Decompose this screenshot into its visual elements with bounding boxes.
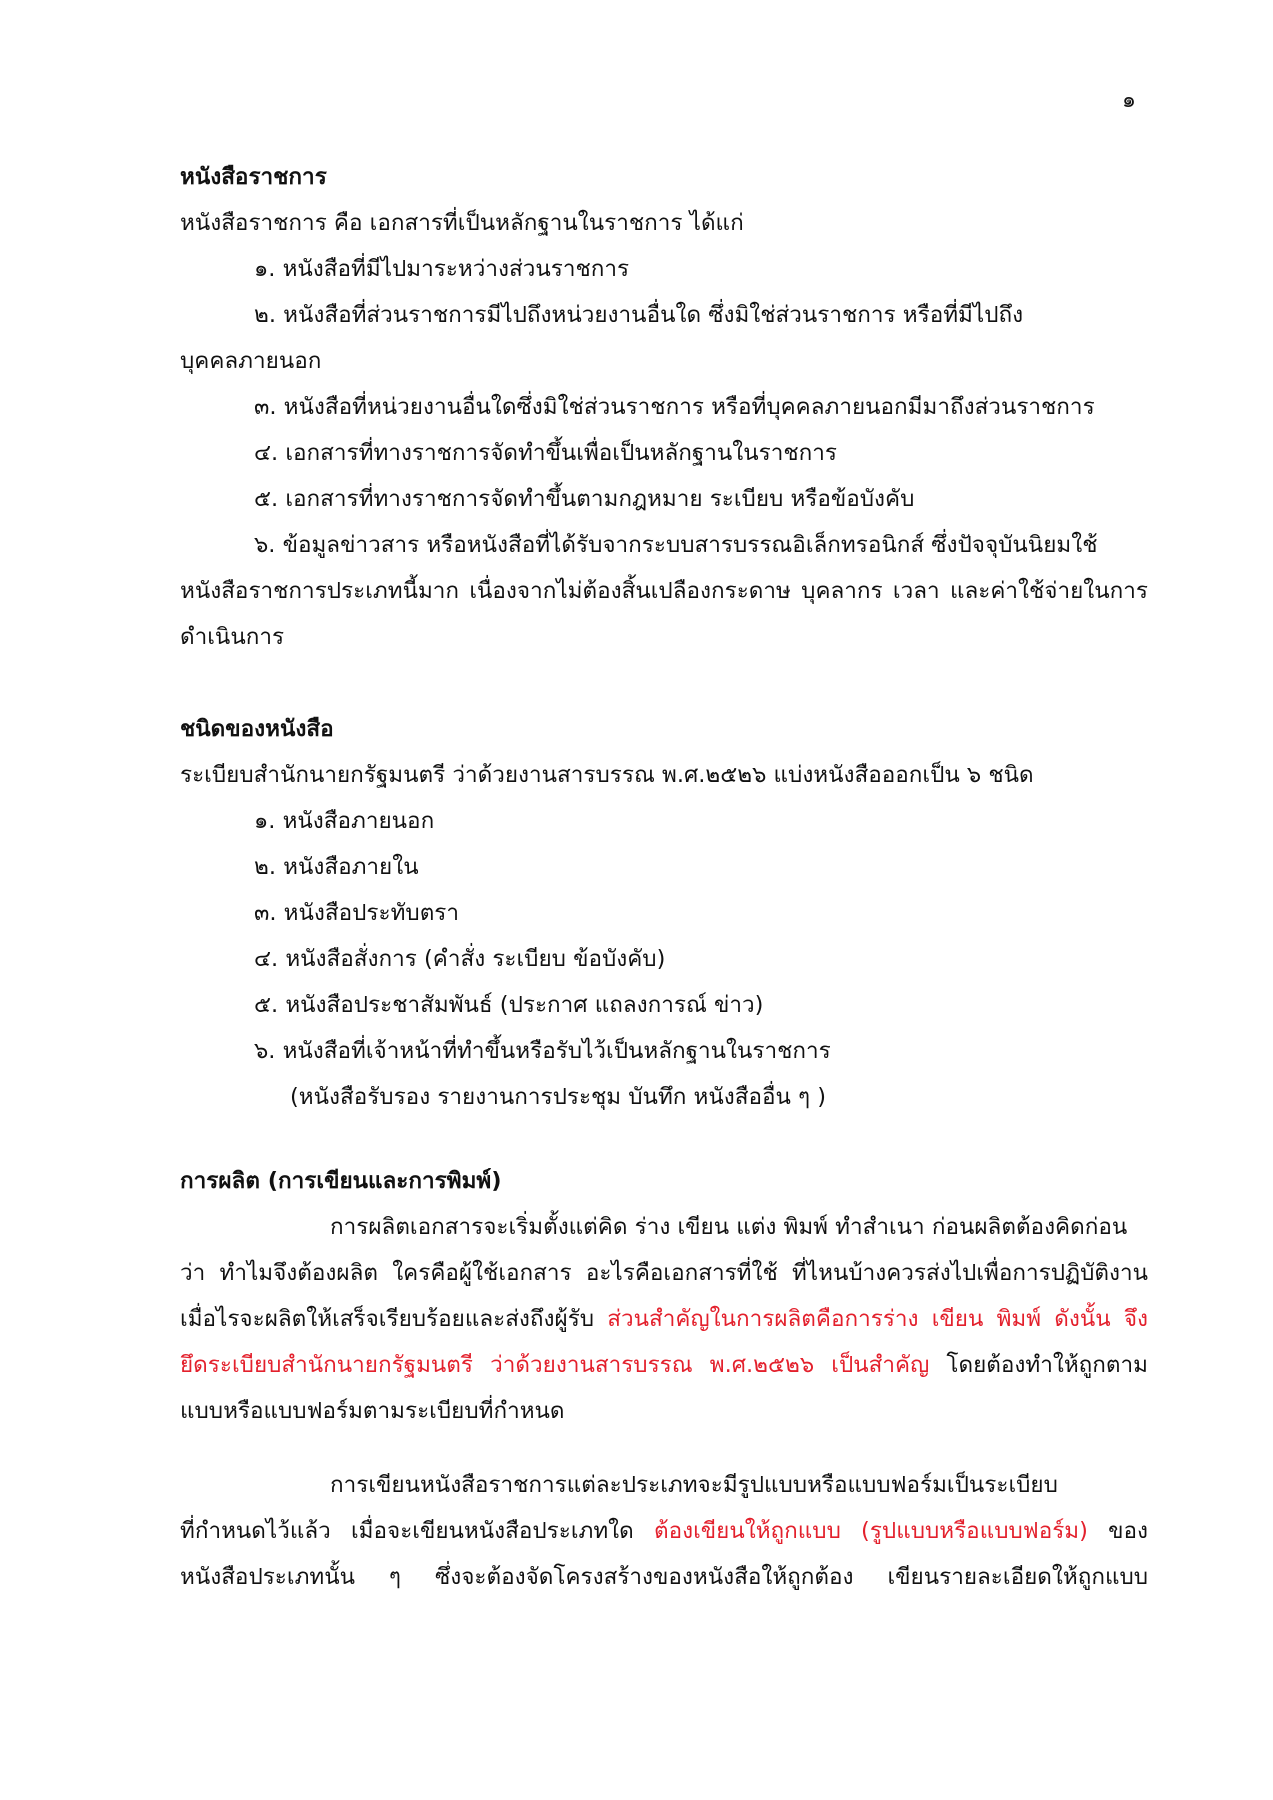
highlighted-text: ต้องเขียนให้ถูกแบบ (รูปแบบหรือแบบฟอร์ม) <box>653 1518 1088 1544</box>
paragraph-line: ว่า ทำไมจึงต้องผลิต ใครคือผู้ใช้เอกสาร อะไรคือเอกสารที่ใช้ ที่ไหนบ้างควรส่งไปเพื่อการปฏิบัติงาน <box>180 1260 1148 1286</box>
paragraph-line: แบบหรือแบบฟอร์มตามระเบียบที่กำหนด <box>180 1398 565 1424</box>
list-item: ๖. หนังสือที่เจ้าหน้าที่ทำขึ้นหรือรับไว้เป็นหลักฐานในราชการ <box>254 1038 831 1064</box>
paragraph-line: การผลิตเอกสารจะเริ่มตั้งแต่คิด ร่าง เขียน แต่ง พิมพ์ ทำสำเนา ก่อนผลิตต้องคิดก่อน <box>330 1214 1128 1240</box>
list-item-continuation: บุคคลภายนอก <box>180 348 322 374</box>
list-item: ๓. หนังสือประทับตรา <box>254 900 460 926</box>
paragraph-line: การเขียนหนังสือราชการแต่ละประเภทจะมีรูปแบบหรือแบบฟอร์มเป็นระเบียบ <box>330 1472 1058 1498</box>
list-item-continuation: ดำเนินการ <box>180 624 285 650</box>
official-intro: หนังสือราชการ คือ เอกสารที่เป็นหลักฐานในราชการ ได้แก่ <box>180 210 744 236</box>
list-item: ๑. หนังสือที่มีไปมาระหว่างส่วนราชการ <box>254 256 630 282</box>
list-item: ๒. หนังสือที่ส่วนราชการมีไปถึงหน่วยงานอื่นใด ซึ่งมิใช่ส่วนราชการ หรือที่มีไปถึง <box>254 302 1024 328</box>
list-item: ๑. หนังสือภายนอก <box>254 808 435 834</box>
paragraph-text: ที่กำหนดไว้แล้ว เมื่อจะเขียนหนังสือประเภทใด <box>180 1518 634 1544</box>
highlighted-text: ส่วนสำคัญในการผลิตคือการร่าง เขียน พิมพ์ ดังนั้น จึง <box>607 1306 1148 1332</box>
list-item-continuation: หนังสือราชการประเภทนี้มาก เนื่องจากไม่ต้องสิ้นเปลืองกระดาษ บุคลากร เวลา และค่าใช้จ่ายในการ <box>180 578 1148 604</box>
highlighted-text: ยึดระเบียบสำนักนายกรัฐมนตรี ว่าด้วยงานสารบรรณ พ.ศ.๒๕๒๖ เป็นสำคัญ <box>180 1352 930 1378</box>
list-item: ๔. หนังสือสั่งการ (คำสั่ง ระเบียบ ข้อบังคับ) <box>254 946 666 972</box>
paragraph-line <box>180 1520 1148 1543</box>
paragraph-line <box>180 1308 1148 1331</box>
list-item-continuation: (หนังสือรับรอง รายงานการประชุม บันทึก หนังสืออื่น ๆ ) <box>290 1084 827 1110</box>
list-item: ๓. หนังสือที่หน่วยงานอื่นใดซึ่งมิใช่ส่วนราชการ หรือที่บุคคลภายนอกมีมาถึงส่วนราชการ <box>254 394 1095 420</box>
list-item: ๕. หนังสือประชาสัมพันธ์ (ประกาศ แถลงการณ์ ข่าว) <box>254 992 764 1018</box>
paragraph-text: หนังสือประเภทนั้น ๆ ซึ่งจะต้องจัดโครงสร้างของหนังสือให้ถูกต้อง <box>180 1564 854 1590</box>
paragraph-text: เขียนรายละเอียดให้ถูกแบบ <box>887 1564 1149 1590</box>
section-heading-production: การผลิต (การเขียนและการพิมพ์) <box>180 1168 502 1194</box>
paragraph-text: ของ <box>1108 1518 1148 1544</box>
paragraph-line <box>180 1566 1148 1589</box>
types-intro: ระเบียบสำนักนายกรัฐมนตรี ว่าด้วยงานสารบรรณ พ.ศ.๒๕๒๖ แบ่งหนังสือออกเป็น ๖ ชนิด <box>180 762 1034 788</box>
section-heading-official: หนังสือราชการ <box>180 164 327 190</box>
list-item: ๖. ข้อมูลข่าวสาร หรือหนังสือที่ได้รับจากระบบสารบรรณอิเล็กทรอนิกส์ ซึ่งปัจจุบันนิยมใช้ <box>254 532 1098 558</box>
section-heading-types: ชนิดของหนังสือ <box>180 716 334 742</box>
paragraph-text: เมื่อไรจะผลิตให้เสร็จเรียบร้อยและส่งถึงผู้รับ <box>180 1306 595 1332</box>
paragraph-line <box>180 1354 1148 1377</box>
list-item: ๕. เอกสารที่ทางราชการจัดทำขึ้นตามกฎหมาย ระเบียบ หรือข้อบังคับ <box>254 486 915 512</box>
page-number: ๑ <box>1122 88 1136 113</box>
list-item: ๒. หนังสือภายใน <box>254 854 419 880</box>
list-item: ๔. เอกสารที่ทางราชการจัดทำขึ้นเพื่อเป็นหลักฐานในราชการ <box>254 440 838 466</box>
paragraph-text: โดยต้องทำให้ถูกตาม <box>946 1352 1148 1378</box>
